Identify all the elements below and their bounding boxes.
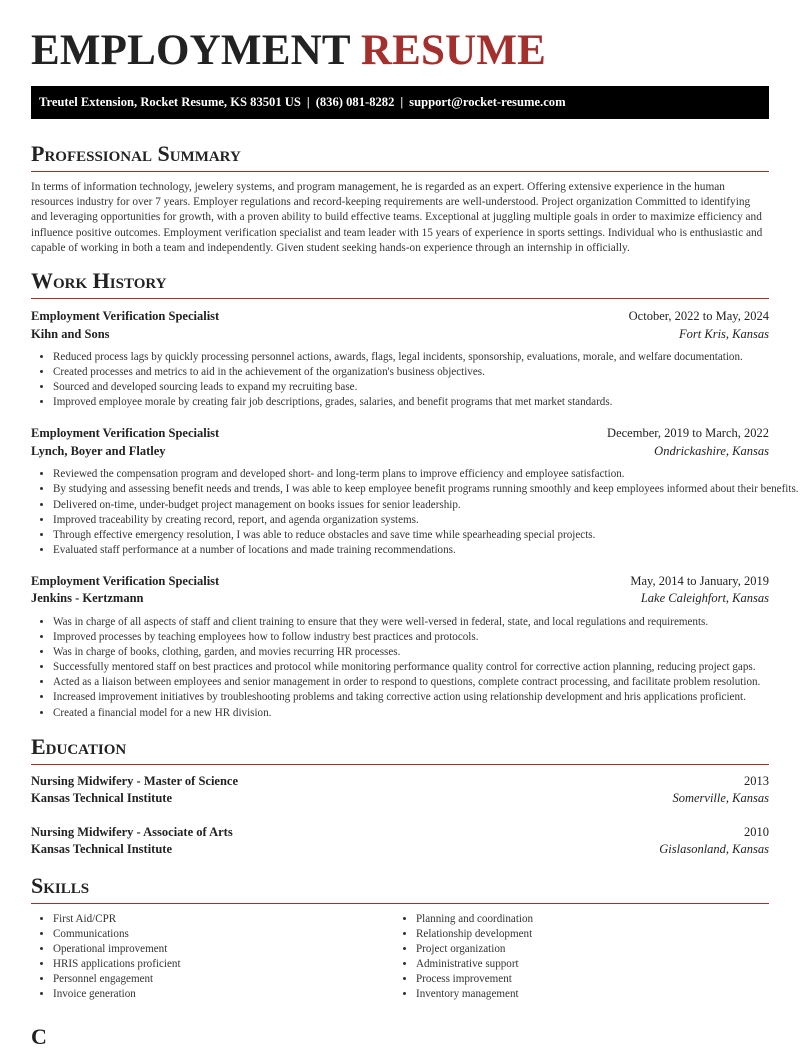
skills-grid xyxy=(31,912,769,1003)
skill-item: • Inventory management xyxy=(416,987,757,1002)
education-school-row xyxy=(31,790,769,808)
skill-item: • HRIS applications proficient xyxy=(53,957,394,972)
skill-item: • Invoice generation xyxy=(53,987,394,1002)
job-entry xyxy=(31,425,799,558)
job-bullet: • Improved traceability by creating record, report, and agenda organization systems. xyxy=(53,513,769,528)
skills-heading: Skills xyxy=(31,873,769,904)
education-school: Kansas Technical Institute xyxy=(31,842,173,857)
job-bullet: • Improved employee morale by creating fair job descriptions, grades, salaries, and benefit programs that met market standards. xyxy=(53,395,769,410)
job-bullet: • Sourced and developed sourcing leads to expand my recruiting base. xyxy=(53,380,769,395)
title-word-resume: RESUME xyxy=(360,27,547,74)
education-school-row xyxy=(31,841,769,859)
job-bullets xyxy=(31,350,769,410)
skills-section xyxy=(31,873,769,1003)
job-title-row xyxy=(31,573,769,591)
skills-list-right xyxy=(394,912,757,1003)
work-history-heading: Work History xyxy=(31,268,769,299)
job-bullet: • Reviewed the compensation program and developed short- and long-term plans to improve efficiency and employee satisfaction. xyxy=(53,467,769,482)
job-title-row xyxy=(31,425,769,443)
education-location: Somerville, Kansas xyxy=(672,791,769,806)
job-bullet: • Increased improvement initiatives by troubleshooting problems and taking corrective action using relationship development and hris applications proficient. xyxy=(53,690,769,705)
job-title: Employment Verification Specialist xyxy=(31,426,220,441)
job-company-row xyxy=(31,443,769,461)
contact-separator: | xyxy=(306,95,310,109)
education-school: Kansas Technical Institute xyxy=(31,791,173,806)
contact-separator: | xyxy=(400,95,404,109)
contact-email[interactable]: support@rocket-resume.com xyxy=(409,95,566,109)
job-bullets xyxy=(31,467,799,558)
skill-item: • Planning and coordination xyxy=(416,912,757,927)
work-history-section xyxy=(31,268,799,721)
education-section xyxy=(31,734,769,859)
summary-heading: Professional Summary xyxy=(31,141,769,172)
next-section-heading: C xyxy=(31,1024,47,1049)
education-location: Gislasonland, Kansas xyxy=(659,842,769,857)
resume-title xyxy=(31,0,769,84)
job-bullets xyxy=(31,615,769,721)
job-entry xyxy=(31,308,769,410)
job-company: Lynch, Boyer and Flatley xyxy=(31,443,166,458)
job-bullet: • Acted as a liaison between employees and senior management in order to respond to questions, complete contract processing, and facilitate problem resolution. xyxy=(53,675,769,690)
job-company-row xyxy=(31,590,769,608)
education-degree: Nursing Midwifery - Associate of Arts xyxy=(31,824,233,839)
job-title: Employment Verification Specialist xyxy=(31,573,220,588)
job-company: Kihn and Sons xyxy=(31,326,110,341)
job-bullet: • Through effective emergency resolution, I was able to reduce obstacles and save time while spearheading special projects. xyxy=(53,528,769,543)
title-word-employment: EMPLOYMENT xyxy=(31,27,350,74)
job-company-row xyxy=(31,326,769,344)
job-bullet: • Improved processes by teaching employees how to follow industry best practices and protocols. xyxy=(53,630,769,645)
job-title-row xyxy=(31,308,769,326)
job-dates: October, 2022 to May, 2024 xyxy=(628,309,769,324)
job-bullet: • Successfully mentored staff on best practices and protocol while monitoring performance quality control for corrective action planning, reducing project gaps. xyxy=(53,660,769,675)
job-location: Fort Kris, Kansas xyxy=(679,326,769,341)
skill-item: • Relationship development xyxy=(416,927,757,942)
education-entry xyxy=(31,773,769,808)
skill-item: • Project organization xyxy=(416,942,757,957)
summary-section xyxy=(31,141,769,256)
skill-item: • Administrative support xyxy=(416,957,757,972)
education-year: 2010 xyxy=(744,824,769,839)
skill-item: • Operational improvement xyxy=(53,942,394,957)
job-bullet: • Created processes and metrics to aid in the achievement of the organization's business objectives. xyxy=(53,365,769,380)
contact-bar xyxy=(31,86,769,119)
skill-item: • Process improvement xyxy=(416,972,757,987)
job-dates: December, 2019 to March, 2022 xyxy=(607,426,769,441)
skill-item: • Communications xyxy=(53,927,394,942)
job-dates: May, 2014 to January, 2019 xyxy=(630,573,769,588)
skill-item: • First Aid/CPR xyxy=(53,912,394,927)
job-title: Employment Verification Specialist xyxy=(31,309,220,324)
job-bullet: • Created a financial model for a new HR division. xyxy=(53,706,769,721)
contact-address: Treutel Extension, Rocket Resume, KS 83501 US xyxy=(39,95,301,109)
job-location: Ondrickashire, Kansas xyxy=(654,443,769,458)
education-entry xyxy=(31,824,769,859)
job-bullet: • Was in charge of books, clothing, garden, and movies recurring HR processes. xyxy=(53,645,769,660)
education-heading: Education xyxy=(31,734,769,765)
skills-list-left xyxy=(31,912,394,1003)
job-entry xyxy=(31,573,769,721)
job-bullet: • Evaluated staff performance at a number of locations and made training recommendations. xyxy=(53,543,769,558)
skill-item: • Personnel engagement xyxy=(53,972,394,987)
summary-text: In terms of information technology, jewelery systems, and program management, he is regarded as an expert. Offering extensive experience in the human resources industry for over 7 years. Employer regulations and record-keeping requirements are well-understood. Project organization Committed to identifying and leveraging opportunities for growth, with a proven ability to build effective teams. Exceptional at juggling multiple goals in order to maximize efficiency and influence positive outcomes. Employment verification specialist and team leader with 15 years of experience in sports settings. Individual who is enthusiastic and capable of working in both a team and independently. Given student seeking hands-on experience through an internship in officially. xyxy=(31,181,763,254)
job-bullet: • Delivered on-time, under-budget project management on books issues for senior leadership. xyxy=(53,498,769,513)
education-degree: Nursing Midwifery - Master of Science xyxy=(31,773,239,788)
job-bullet: • By studying and assessing benefit needs and trends, I was able to keep employee benefit programs running smoothly and keep employees informed about their benefits. xyxy=(53,482,769,497)
education-degree-row xyxy=(31,824,769,842)
job-company: Jenkins - Kertzmann xyxy=(31,591,144,606)
resume-page xyxy=(31,0,799,1049)
job-location: Lake Caleighfort, Kansas xyxy=(640,591,769,606)
education-degree-row xyxy=(31,773,769,791)
education-year: 2013 xyxy=(744,773,769,788)
contact-phone: (836) 081-8282 xyxy=(315,95,395,109)
job-bullet: • Reduced process lags by quickly processing personnel actions, awards, flags, legal incidents, sponsorship, evaluations, morale, and welfare documentation. xyxy=(53,350,769,365)
job-bullet: • Was in charge of all aspects of staff and client training to ensure that they were well-versed in federal, state, and local regulations and requirements. xyxy=(53,615,769,630)
